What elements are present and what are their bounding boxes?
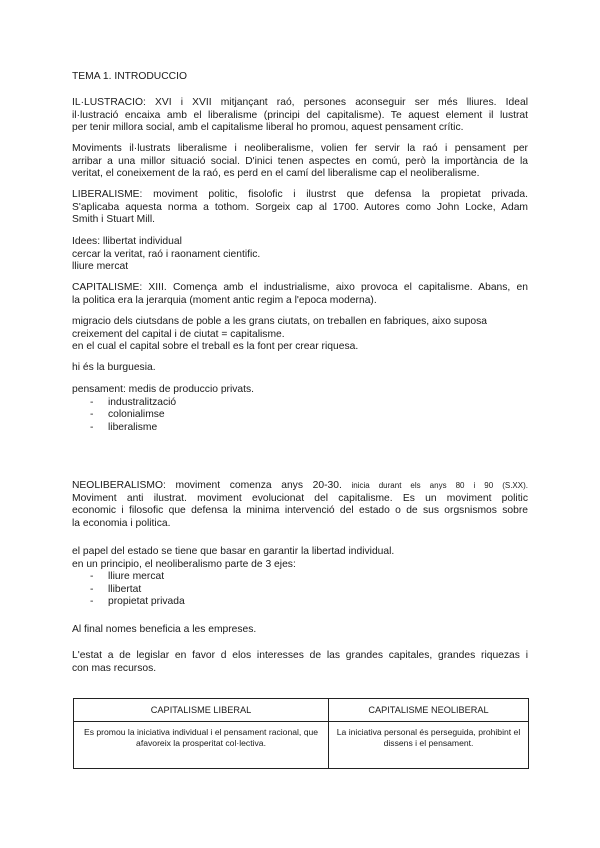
text-line bbox=[72, 493, 528, 506]
paragraph bbox=[72, 546, 528, 609]
text: Al final nomes beneficia a les empreses. bbox=[72, 624, 257, 635]
text: Idees: llibertat individual bbox=[72, 236, 182, 247]
text: el papel del estado se tiene que basar en garantir la libertad individual. bbox=[72, 546, 395, 557]
text-line bbox=[72, 624, 528, 637]
text-line bbox=[72, 480, 528, 493]
list-item: - industralització bbox=[72, 397, 528, 410]
text: la economia i politica. bbox=[72, 517, 171, 529]
text: en un principio, el neoliberalismo parte de 3 ejes: bbox=[72, 558, 296, 570]
text: pensament: medis de produccio privats. bbox=[72, 384, 255, 395]
text: per tenir millora social, amb el capitalisme liberal ho promou, aquest pensament crític. bbox=[72, 122, 464, 134]
text-line bbox=[72, 341, 528, 354]
paragraph bbox=[72, 624, 528, 637]
list-item: - propietat privada bbox=[72, 596, 528, 609]
text: NEOLIBERALISMO: moviment comenza anys 20-30. bbox=[72, 480, 342, 491]
text-line bbox=[72, 110, 528, 123]
text-line bbox=[72, 156, 528, 169]
text-line bbox=[72, 143, 528, 156]
paragraph bbox=[72, 236, 528, 274]
text-line bbox=[72, 202, 528, 215]
table-cell: La iniciativa personal és perseguida, prohibint el dissens i el pensament. bbox=[329, 722, 529, 769]
text: con mas recursos. bbox=[72, 662, 157, 674]
text: LIBERALISME: moviment politic, fisolofic i ilustrst que defensa la propietat privada. bbox=[72, 189, 528, 200]
text-line bbox=[72, 663, 528, 676]
comparison-table bbox=[73, 698, 529, 769]
paragraph bbox=[72, 143, 528, 181]
text: migracio dels ciutsdans de poble a les grans ciutats, on treballen en fabriques, aixo suposa bbox=[72, 316, 487, 327]
text-line bbox=[72, 282, 528, 295]
text-line bbox=[72, 261, 528, 274]
table-header: CAPITALISME LIBERAL bbox=[74, 699, 329, 722]
text-line bbox=[72, 168, 528, 181]
paragraph bbox=[72, 282, 528, 307]
text-line bbox=[72, 518, 528, 531]
text-line bbox=[72, 316, 528, 329]
paragraph bbox=[72, 97, 528, 135]
text: Moviments il·lustrats liberalisme i neoliberalisme, volien fer servir la raó i pensament per bbox=[72, 143, 528, 154]
text: Smith i Stuart Mill. bbox=[72, 214, 155, 226]
text-line bbox=[72, 505, 528, 518]
text: S'aplicaba aquesta norma a tothom. Sorgeix cap al 1700. Autores como John Locke, Adam bbox=[72, 201, 528, 213]
text: cercar la veritat, raó i raonament cientific. bbox=[72, 248, 261, 260]
document-title: TEMA 1. INTRODUCCIO bbox=[72, 71, 187, 82]
text-line bbox=[72, 384, 528, 397]
list-item: - lliure mercat bbox=[72, 571, 528, 584]
text-line bbox=[72, 546, 528, 559]
text-line bbox=[72, 362, 528, 375]
text: lliure mercat bbox=[72, 261, 129, 273]
text: Moviment anti ilustrat. moviment evolucionat del capitalisme. Es un moviment politic bbox=[72, 492, 528, 504]
small-note: inicia durant els anys 80 i 90 (S.XX). bbox=[351, 481, 528, 490]
text-line bbox=[72, 295, 528, 308]
list-item: - llibertat bbox=[72, 584, 528, 597]
text: en el cual el capital sobre el treball es la font per crear riquesa. bbox=[72, 341, 359, 353]
text: hi és la burguesia. bbox=[72, 362, 156, 373]
text-line bbox=[72, 236, 528, 249]
paragraph bbox=[72, 480, 528, 530]
table-cell: Es promou la iniciativa individual i el pensament racional, que afavoreix la prosperitat col·lectiva. bbox=[74, 722, 329, 769]
text: IL·LUSTRACIÓ: XVI i XVII mitjançant raó, persones aconseguir ser més lliures. Ideal bbox=[72, 97, 528, 108]
text-line bbox=[72, 249, 528, 262]
text: creixement del capital i de ciutat = capitalisme. bbox=[72, 328, 285, 340]
paragraph bbox=[72, 316, 528, 354]
paragraph bbox=[72, 362, 528, 375]
list-item: - liberalisme bbox=[72, 422, 528, 435]
text-line bbox=[72, 189, 528, 202]
paragraph bbox=[72, 384, 528, 434]
table-header: CAPITALISME NEOLIBERAL bbox=[329, 699, 529, 722]
text-line bbox=[72, 122, 528, 135]
text-line bbox=[72, 97, 528, 110]
text: veritat, el coneixement de la raó, es perd en el camí del liberalisme cap el neoliberalisme. bbox=[72, 168, 480, 180]
text: economic i filosofic que defensa la minima intervenció del estado o de sus orgsnismos sobre bbox=[72, 505, 528, 517]
text-line bbox=[72, 329, 528, 342]
text: arribar a una millor situació social. D'inici tenen aspectes en comú, però la importància de la bbox=[72, 155, 528, 167]
paragraph bbox=[72, 650, 528, 675]
text-line bbox=[72, 650, 528, 663]
text: la politica era la jerarquia (moment antic regim a l'epoca moderna). bbox=[72, 294, 377, 306]
text: CAPITALISME: XIII. Comença amb el industrialisme, aixo provoca el capitalisme. Abans, en bbox=[72, 282, 528, 293]
list-item: - colonialimse bbox=[72, 409, 528, 422]
text: L'estat a de legislar en favor d elos interesses de las grandes capitales, grandes riquezas i bbox=[72, 650, 528, 661]
text-line bbox=[72, 214, 528, 227]
text: il·lustració encaixa amb el liberalisme (principi del capitalisme). Te aquest element il lustrat bbox=[72, 109, 528, 121]
text-line bbox=[72, 559, 528, 572]
paragraph bbox=[72, 189, 528, 227]
